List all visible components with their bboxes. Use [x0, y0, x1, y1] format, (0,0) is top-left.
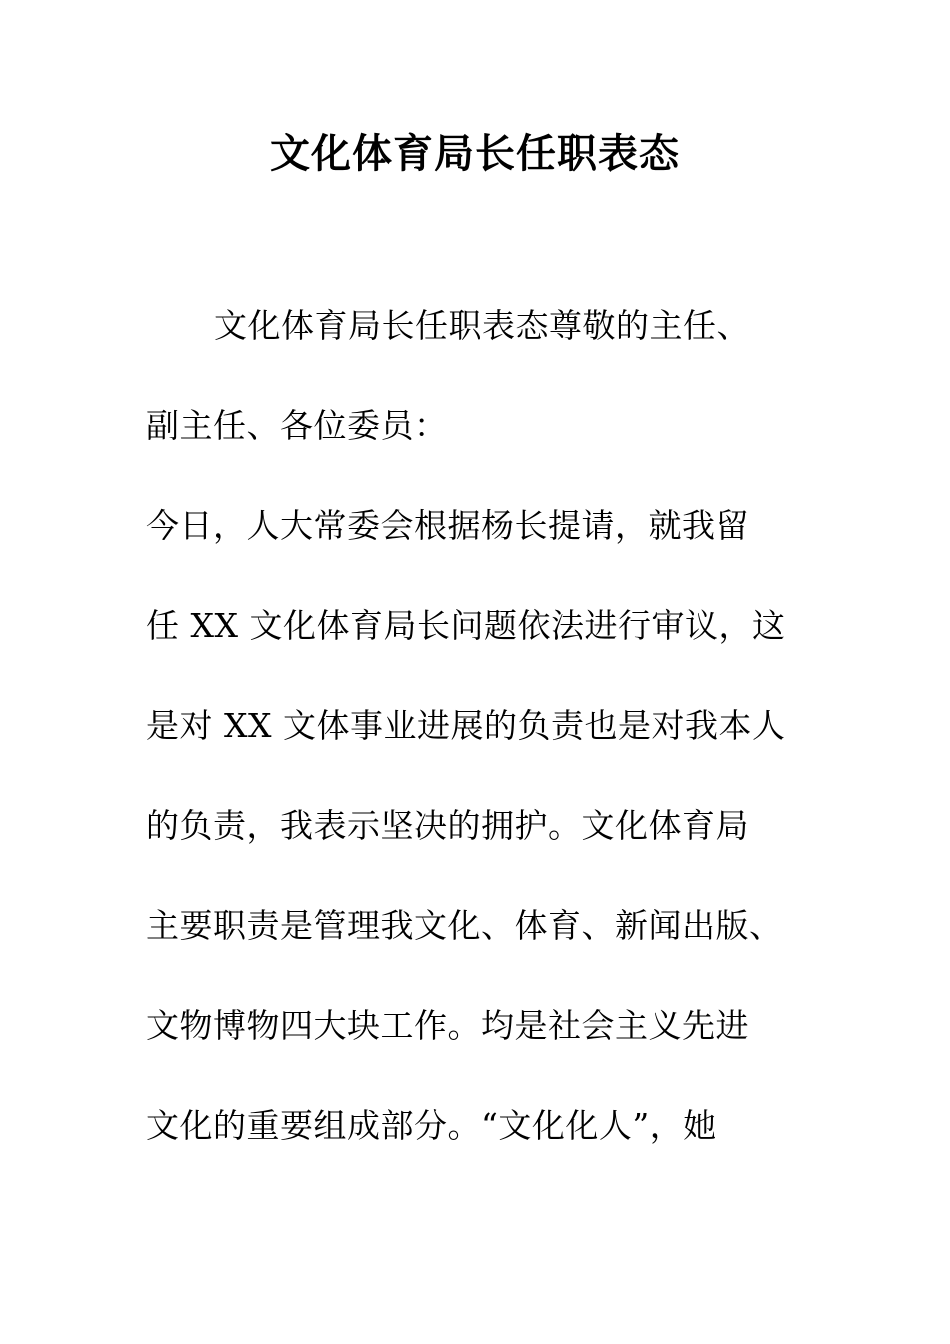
body-line: 主要职责是管理我文化、体育、新闻出版、 [146, 906, 783, 945]
body-line: 今日，人大常委会根据杨长提请，就我留 [146, 506, 749, 545]
document-body [146, 298, 806, 1198]
body-line: 任 XX 文化体育局长问题依法进行审议，这 [146, 606, 786, 645]
body-line: 是对 XX 文体事业进展的负责也是对我本人 [146, 706, 786, 745]
body-line: 文化的重要组成部分。“文化化人”，她 [146, 1106, 717, 1145]
document-title: 文化体育局长任职表态 [270, 131, 680, 177]
body-line: 的负责，我表示坚决的拥护。文化体育局 [146, 806, 749, 845]
body-line: 文物博物四大块工作。均是社会主义先进 [146, 1006, 749, 1045]
body-line: 文化体育局长任职表态尊敬的主任、 [214, 306, 750, 345]
body-line: 副主任、各位委员： [146, 406, 448, 445]
